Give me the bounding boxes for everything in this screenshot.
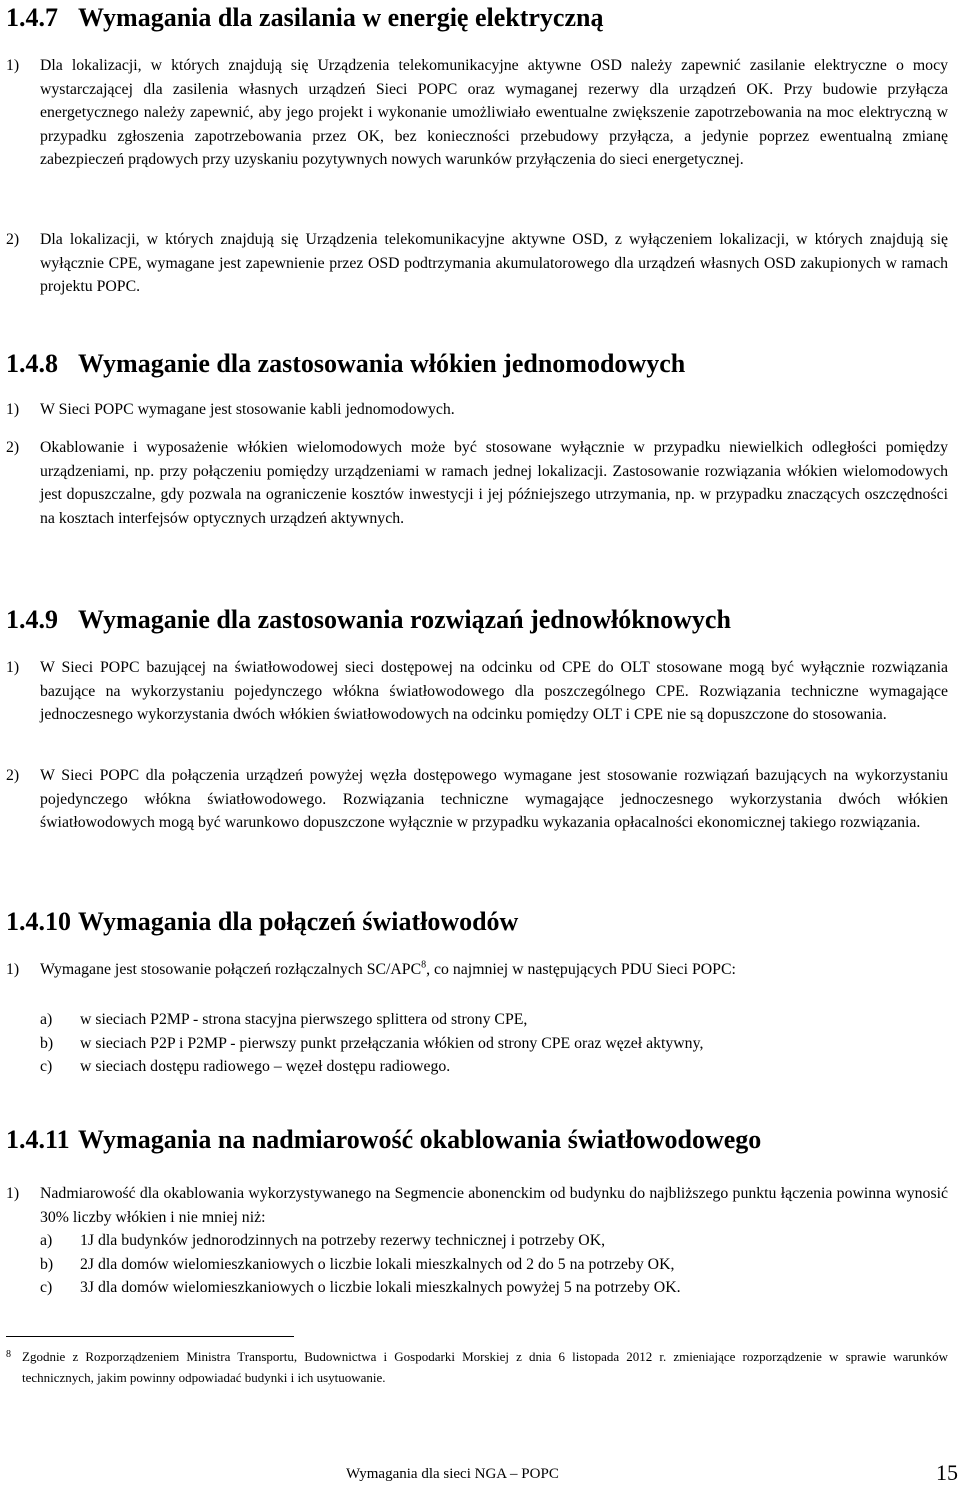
list-item-text: Nadmiarowość dla okablowania wykorzystywanego na Segmencie abonenckim od budynku do najbliższego punktu łączenia powinna wynosić 30% liczby włókien i nie mniej niż: <box>40 1185 948 1226</box>
section-heading-1-4-8 <box>6 348 685 380</box>
sublist-item <box>40 1055 948 1079</box>
section-heading-1-4-11 <box>6 1124 761 1156</box>
sublist-marker: c) <box>40 1058 53 1076</box>
list-marker: 2) <box>6 439 20 456</box>
footnote-separator <box>6 1336 294 1337</box>
section-heading-1-4-10 <box>6 906 518 938</box>
list-item <box>6 228 948 299</box>
section-title: Wymagania dla połączeń światłowodów <box>78 907 519 936</box>
list-item-text: Dla lokalizacji, w których znajdują się Urządzenia telekomunikacyjne aktywne OSD należy zapewnić zasilanie elektryczne o mocy wystarczającej dla zasilenia własnych urządzeń Sieci POPC oraz wymaganej rezerwy dla urządzeń OK. Przy budowie przyłącza energetycznego należy zapewnić, aby jego projekt i wykonanie umożliwiało ewentualne zwiększenie zapotrzebowania na moc elektryczną w przypadku zgłoszenia zapotrzebowania przez OK, bez konieczności przebudowy przyłącza, a jedynie poprzez ewentualną zmianę zabezpieczeń prądowych przy uzyskaniu pozytywnych nowych warunków przyłączenia do sieci energetycznej. <box>40 57 948 169</box>
section-title: Wymagania dla zasilania w energię elektryczną <box>78 3 604 32</box>
sublist-item <box>40 1032 948 1056</box>
list-item <box>6 656 948 727</box>
list-item <box>6 764 948 835</box>
footnote-text: Zgodnie z Rozporządzeniem Ministra Transportu, Budownictwa i Gospodarki Morskiej z dnia 6 listopada 2012 r. zmieniające rozporządzenie w sprawie warunków technicznych, jakim powinny odpowiadać budynki i ich usytuowanie. <box>22 1349 948 1385</box>
sublist-item-text: w sieciach P2MP - strona stacyjna pierwszego splittera od strony CPE, <box>80 1011 528 1028</box>
footnote-ref[interactable]: 8 <box>421 959 427 971</box>
list-item-text: W Sieci POPC wymagane jest stosowanie kabli jednomodowych. <box>40 401 455 418</box>
list-marker: 1) <box>6 57 20 74</box>
list-item-text: Okablowanie i wyposażenie włókien wielomodowych może być stosowane wyłącznie w przypadku niewielkich odległości pomiędzy urządzeniami, np. przy połączeniu pomiędzy urządzeniami w ramach jednej lokalizacji. Zastosowanie rozwiązania włókien wielomodowych jest dopuszczalne, gdy pozwala na ograniczenie kosztów inwestycji i jej późniejszego utrzymania, np. w przypadku znaczących oszczędności na kosztach interfejsów optycznych urządzeń aktywnych. <box>40 439 948 527</box>
section-number: 1.4.9 <box>6 605 58 634</box>
list-item-text <box>40 958 948 982</box>
sublist-item <box>40 1253 948 1277</box>
section-title: Wymaganie dla zastosowania włókien jednomodowych <box>78 349 686 378</box>
footer-title: Wymagania dla sieci NGA – POPC <box>346 1466 559 1482</box>
sublist-item <box>40 1229 948 1253</box>
sublist-marker: a) <box>40 1232 53 1249</box>
list-item <box>6 436 948 530</box>
list-marker: 1) <box>6 401 20 418</box>
sublist-item-text: 2J dla domów wielomieszkaniowych o liczbie lokali mieszkalnych od 2 do 5 na potrzeby OK, <box>80 1255 675 1273</box>
section-number: 1.4.10 <box>6 907 71 936</box>
sublist-item <box>40 1008 948 1032</box>
sublist-item <box>40 1276 948 1300</box>
section-heading-1-4-7 <box>6 2 603 34</box>
sublist-marker: b) <box>40 1255 54 1273</box>
list-marker: 2) <box>6 767 20 784</box>
sublist-item-text: 1J dla budynków jednorodzinnych na potrzeby rezerwy technicznej i potrzeby OK, <box>80 1232 606 1249</box>
footnote-number: 8 <box>6 1349 11 1360</box>
sublist-item-text: w sieciach P2P i P2MP - pierwszy punkt przełączania włókien od strony CPE oraz węzeł aktywny, <box>80 1034 704 1052</box>
list-marker: 2) <box>6 231 20 248</box>
sublist <box>6 1008 948 1079</box>
list-item <box>6 398 948 422</box>
sublist-item-text: 3J dla domów wielomieszkaniowych o liczbie lokali mieszkalnych powyżej 5 na potrzeby OK. <box>80 1279 681 1297</box>
text-run: , co najmniej w następujących PDU Sieci POPC: <box>426 961 736 978</box>
sublist-marker: b) <box>40 1034 54 1052</box>
section-number: 1.4.8 <box>6 349 58 378</box>
sublist-item-text: w sieciach dostępu radiowego – węzeł dostępu radiowego. <box>80 1058 451 1076</box>
page-number: 15 <box>936 1460 958 1485</box>
list-item <box>6 54 948 172</box>
section-heading-1-4-9 <box>6 604 731 636</box>
list-item <box>6 1182 948 1229</box>
section-number: 1.4.11 <box>6 1125 70 1154</box>
section-title: Wymagania na nadmiarowość okablowania światłowodowego <box>78 1125 762 1154</box>
text-run: Wymagane jest stosowanie połączeń rozłączalnych SC/APC <box>40 961 422 978</box>
sublist <box>6 1229 948 1300</box>
list-item-text: W Sieci POPC bazującej na światłowodowej sieci dostępowej na odcinku od CPE do OLT stosowane mogą być wyłącznie rozwiązania bazujące na wykorzystaniu pojedynczego włókna światłowodowego dla poszczególnego CPE. Rozwiązania techniczne wymagające jednoczesnego wykorzystania dwóch włókien światłowodowych na odcinku pomiędzy OLT i CPE nie są dopuszczone do stosowania. <box>40 659 948 724</box>
section-number: 1.4.7 <box>6 3 58 32</box>
sublist-marker: c) <box>40 1279 53 1297</box>
list-marker: 1) <box>6 1185 20 1202</box>
list-item-text: W Sieci POPC dla połączenia urządzeń powyżej węzła dostępowego wymagane jest stosowanie rozwiązań bazujących na wykorzystaniu pojedynczego włókna światłowodowego. Rozwiązania techniczne wymagające jednoczesnego wykorzystania dwóch włókien światłowodowych mogą być warunkowo dopuszczone wyłącznie w przypadku wykazania opłacalności ekonomicznej takiego rozwiązania. <box>40 767 948 832</box>
list-marker: 1) <box>6 659 20 676</box>
list-item <box>6 958 948 982</box>
sublist-marker: a) <box>40 1011 53 1028</box>
list-marker: 1) <box>6 961 20 978</box>
section-title: Wymaganie dla zastosowania rozwiązań jednowłóknowych <box>78 605 731 634</box>
footnote <box>6 1346 948 1388</box>
list-item-text: Dla lokalizacji, w których znajdują się Urządzenia telekomunikacyjne aktywne OSD, z wyłączeniem lokalizacji, w których znajdują się wyłącznie CPE, wymagane jest zapewnienie przez OSD podtrzymania akumulatorowego dla urządzeń własnych OSD zakupionych w ramach projektu POPC. <box>40 231 948 296</box>
